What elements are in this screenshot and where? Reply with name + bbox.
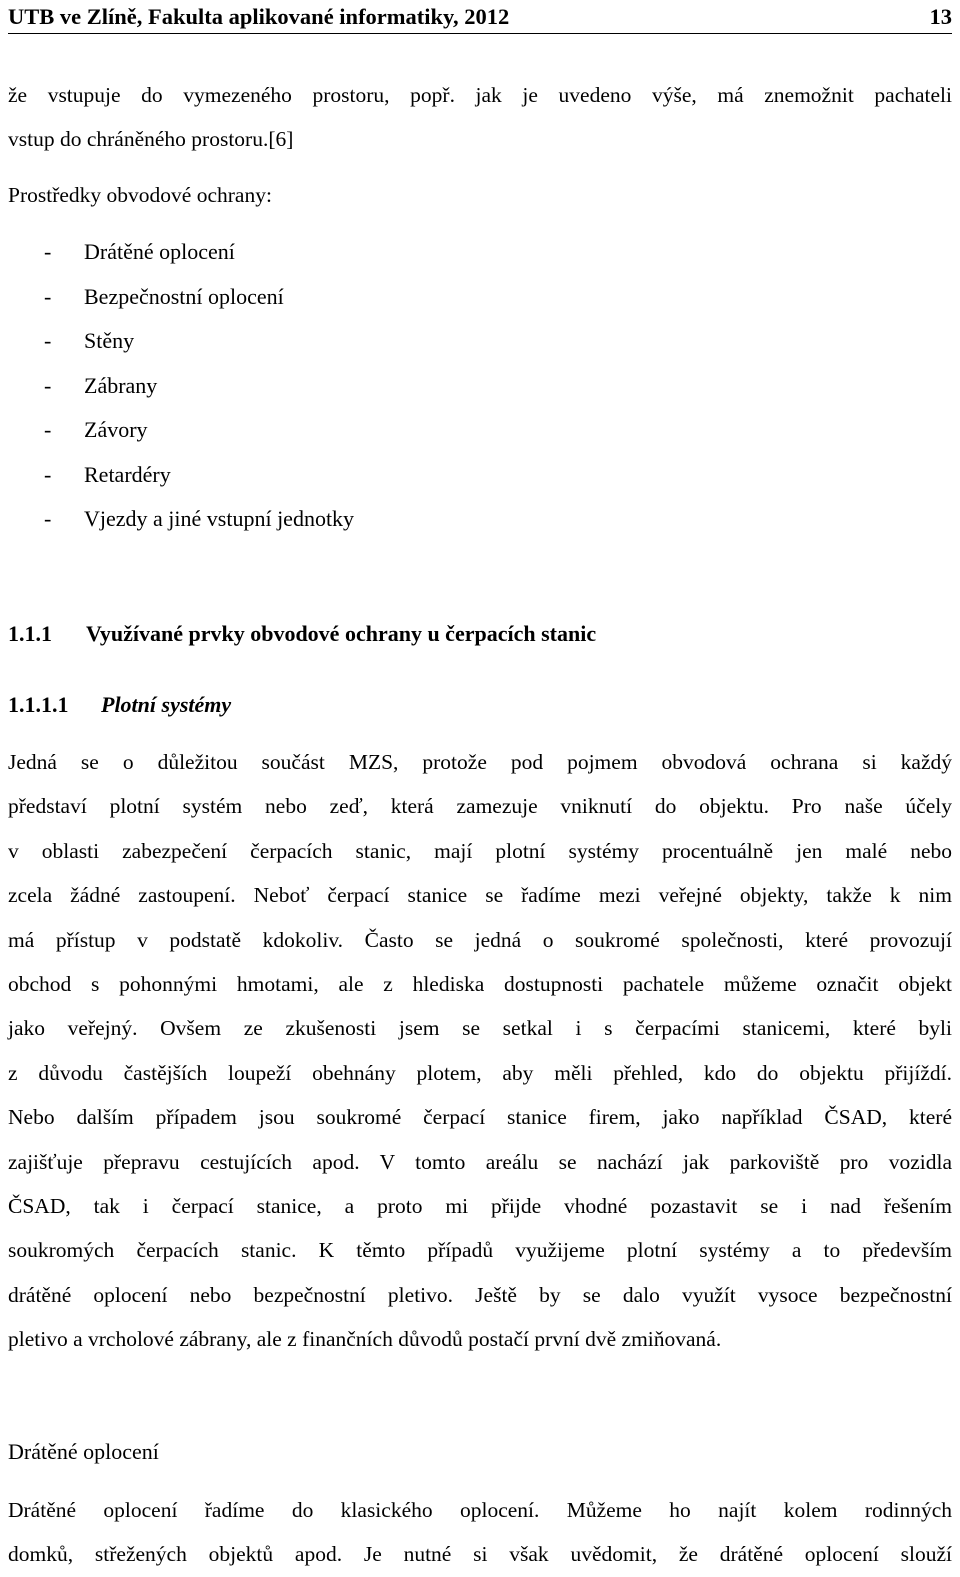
list-dash: - (44, 239, 52, 264)
text-line: obchod s pohonnými hmotami, ale z hlediska dostupnosti pachatele můžeme označit objekt (8, 972, 952, 997)
subsection-title: Plotní systémy (101, 692, 232, 717)
text-line: vstup do chráněného prostoru.[6] (8, 127, 294, 152)
wire-fence-paragraph (8, 1488, 952, 1577)
list-dash: - (44, 372, 52, 398)
text-line: ČSAD, tak i čerpací stanice, a proto mi přijde vhodné pozastavit se i nad řešením (8, 1194, 952, 1219)
text-line: v oblasti zabezpečení čerpacích stanic, mají plotní systémy procentuálně jen malé nebo (8, 838, 952, 863)
section-heading (8, 612, 596, 656)
list-item-label: Vjezdy a jiné vstupní jednotky (84, 506, 355, 531)
list-item-label: Stěny (84, 328, 135, 353)
list-item-label: Závory (84, 417, 148, 442)
list-dash: - (44, 506, 52, 531)
list-item (44, 319, 354, 364)
text-line: drátěné oplocení nebo bezpečnostní pletivo. Ještě by se dalo využít vysoce bezpečnostní (8, 1282, 952, 1307)
list-item (44, 453, 354, 498)
list-dash: - (44, 461, 52, 487)
text-line: zcela žádné zastoupení. Neboť čerpací stanice se řadíme mezi veřejné objekty, takže k nim (8, 883, 952, 908)
subsection-heading (8, 683, 231, 727)
text-line: pletivo a vrcholové zábrany, ale z finančních důvodů postačí první dvě zmiňovaná. (8, 1327, 722, 1352)
text-line: Jedná se o důležitou součást MZS, protože pod pojmem obvodová ochrana si každý (8, 750, 952, 774)
means-list (44, 230, 354, 542)
section-title: Využívané prvky obvodové ochrany u čerpacích stanic (86, 621, 597, 646)
list-dash: - (44, 417, 52, 442)
text-line: jako veřejný. Ovšem ze zkušenosti jsem se setkal i s čerpacími stanicemi, které byli (8, 1016, 952, 1041)
page-number: 13 (929, 3, 952, 29)
body-paragraph (8, 740, 952, 1362)
page-header (8, 0, 952, 34)
text-line: soukromých čerpacích stanic. K těmto případů využijeme plotní systémy a to především (8, 1238, 952, 1263)
list-item-label: Drátěné oplocení (84, 239, 235, 264)
text-line: zajišťuje přepravu cestujících apod. V tomto areálu se nachází jak parkoviště pro vozidla (8, 1149, 952, 1174)
text-line: Prostředky obvodové ochrany: (8, 183, 272, 207)
list-item (44, 230, 354, 275)
subsection-number: 1.1.1.1 (8, 692, 69, 717)
intro-paragraph (8, 73, 952, 162)
list-item-label: Bezpečnostní oplocení (84, 283, 284, 309)
header-title: UTB ve Zlíně, Fakulta aplikované informatiky, 2012 (8, 3, 510, 29)
list-item-label: Retardéry (84, 461, 171, 487)
list-dash: - (44, 328, 52, 353)
text-line: Nebo dalším případem jsou soukromé čerpací stanice firem, jako například ČSAD, které (8, 1105, 952, 1130)
text-line: domků, střežených objektů apod. Je nutné si však uvědomit, že drátěné oplocení slouží (8, 1542, 952, 1567)
list-item-label: Zábrany (84, 372, 158, 398)
text-line: Drátěné oplocení řadíme do klasického oplocení. Můžeme ho najít kolem rodinných (8, 1498, 952, 1522)
text-line: že vstupuje do vymezeného prostoru, popř. jak je uvedeno výše, má znemožnit pachateli (8, 83, 952, 107)
list-dash: - (44, 283, 52, 309)
list-item (44, 275, 354, 320)
list-item (44, 497, 354, 542)
section-number: 1.1.1 (8, 621, 52, 646)
list-item (44, 408, 354, 453)
wire-fence-heading: Drátěné oplocení (8, 1439, 159, 1464)
means-title (8, 173, 952, 217)
list-item (44, 364, 354, 409)
text-line: z důvodu častějších loupeží obehnány plotem, aby měli přehled, kdo do objektu přijíždí. (8, 1060, 952, 1085)
text-line: představí plotní systém nebo zeď, která zamezuje vniknutí do objektu. Pro naše účely (8, 794, 952, 819)
text-line: má přístup v podstatě kdokoliv. Často se jedná o soukromé společnosti, které provozují (8, 927, 952, 952)
